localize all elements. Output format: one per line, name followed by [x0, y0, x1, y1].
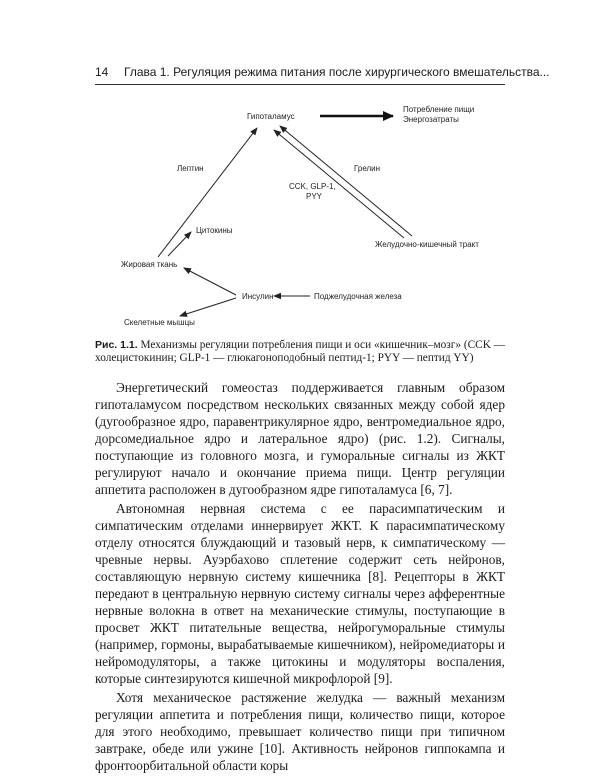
insulin-to-muscle-arrow — [180, 298, 236, 316]
paragraph: Автономная нервная система с ее парасимпатическим и симпатическим отделами иннервирует ЖКТ. К парасимпатическому отделу относятся блуждающий и тазовый нерв, к симпатическому — чревные нервы. Ауэрбахово сплетение содержит сеть нейронов, составляющую нервную систему кишечника [8]. Рецепторы в ЖКТ передают в центральную нервную систему сигналы через афферентные нервные волокна в ответ на механические стимулы, поступающие в просвет ЖКТ питательные вещества, нейрогуморальные стимулы (например, гормоны, вырабатываемые кишечником), нейромедиаторы и нейромодуляторы, а также цитокины и модуляторы воспаления, которые синтезируются кишечной микрофлорой [9]. — [95, 501, 505, 686]
figure-caption-label: Рис. 1.1. — [95, 339, 138, 351]
leptin-label: Лептин — [177, 164, 204, 173]
gut-brain-axis-diagram — [0, 90, 600, 340]
ghrelin-arrow — [280, 126, 412, 236]
energy-expenditure-label: Энергозатраты — [403, 115, 459, 124]
paragraph: Энергетический гомеостаз поддерживается главным образом гипоталамусом посредством нескольких связанных между собой ядер (дугообразное ядро, паравентрикулярное ядро, вентромедиальное ядро, дорсомедиальное ядро и латеральное ядро) (рис. 1.2). Сигналы, поступающие из головного мозга, и гуморальные сигналы из ЖКТ регулируют начало и окончание приема пищи. Центр регуляции аппетита расположен в дугообразном ядре гипоталамуса [6, 7]. — [95, 380, 505, 497]
paragraph: Хотя механическое растяжение желудка — важный механизм регуляции аппетита и потребления пищи, количество пищи, которое для этого необходимо, превышает количество пищи при типичном завтраке, обеде или ужине [10]. Активность нейронов гиппокампа и фронтоорбитальной области коры — [95, 690, 505, 773]
pyy-label: PYY — [306, 192, 323, 201]
running-head: Глава 1. Регуляция режима питания после хирургического вмешательства... — [124, 65, 550, 79]
cytokines-label: Цитокины — [196, 226, 233, 235]
adipose-label: Жировая ткань — [121, 260, 178, 269]
ghrelin-label: Грелин — [354, 164, 381, 173]
cck-label: CCK, GLP-1, — [289, 182, 336, 191]
insulin-to-adipose-arrow — [184, 268, 236, 295]
figure-caption-text: Механизмы регуляции потребления пищи и оси «кишечник–мозг» (CCK — холецистокинин; GLP-1 — глюкагоноподобный пептид-1; PYY — пептид YY) — [95, 339, 505, 364]
header-rule — [95, 84, 505, 85]
page-number: 14 — [95, 65, 109, 79]
leptin-arrow — [158, 128, 257, 257]
pancreas-label: Поджелудочная железа — [314, 292, 402, 301]
hypothalamus-label: Гипоталамус — [247, 112, 295, 121]
insulin-label: Инсулин — [242, 292, 274, 301]
cytokines-arrow — [168, 232, 191, 256]
muscle-label: Скелетные мышцы — [124, 318, 195, 327]
body-text — [95, 379, 505, 776]
figure-caption — [95, 339, 505, 365]
gi-tract-label: Желудочно-кишечный тракт — [375, 240, 479, 249]
intake-label: Потребление пищи — [403, 105, 475, 114]
